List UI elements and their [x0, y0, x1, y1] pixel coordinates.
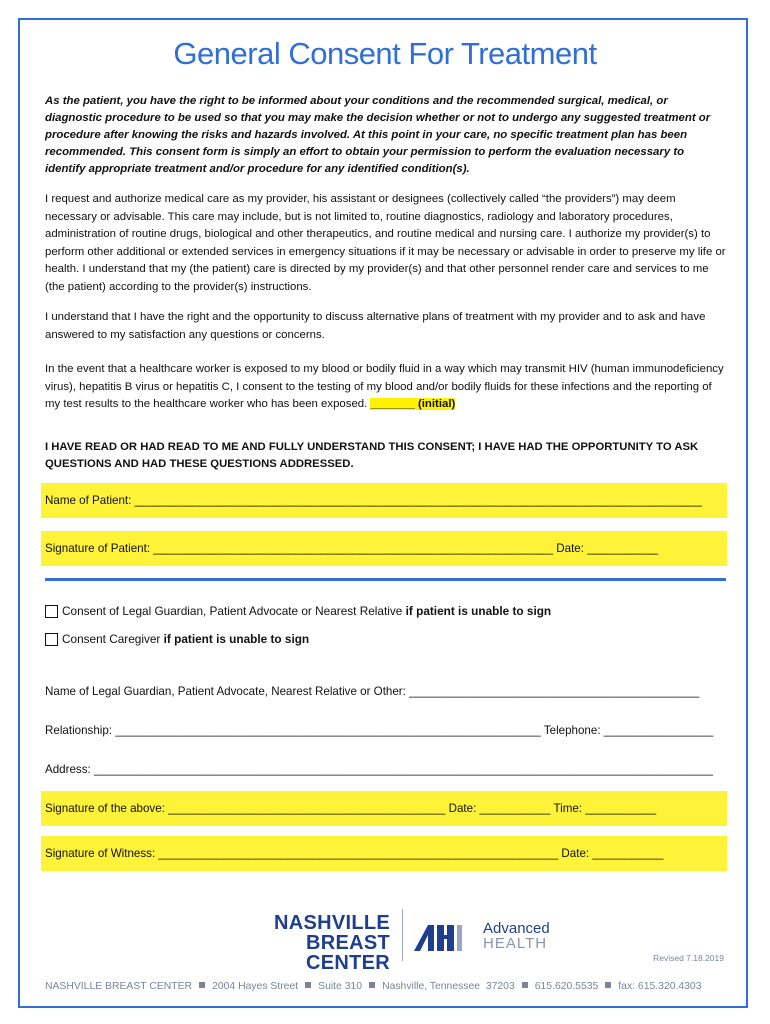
- revision-date: Revised 7.18.2019: [653, 953, 724, 963]
- health-text: HEALTH: [483, 935, 548, 952]
- caregiver-consent-label: Consent Caregiver: [62, 632, 164, 646]
- guardian-consent-checkbox[interactable]: [45, 605, 58, 618]
- nashville-breast-center-logo: [222, 913, 390, 973]
- footer-separator-icon: [305, 982, 311, 988]
- caregiver-consent-condition: if patient is unable to sign: [163, 632, 310, 646]
- footer-separator-icon: [369, 982, 375, 988]
- acknowledgement-statement: I HAVE READ OR HAD READ TO ME AND FULLY UNDERSTAND THIS CONSENT; I HAVE HAD THE OPPORTUNITY TO ASK QUESTIONS AND HAD THESE QUESTIONS ADDRESSED.: [45, 441, 699, 470]
- exposure-paragraph: [45, 361, 730, 414]
- exposure-text: In the event that a healthcare worker is exposed to my blood or bodily fluid in a way which may transmit HIV (human immunodeficiency virus), hepatitis B virus or hepatitis C, I consent to the testing of my blood and/or bodily fluids for these infections and the reporting of my test results to the healthcare worker who has been exposed.: [45, 363, 724, 411]
- footer-city: Nashville, Tennessee 37203: [382, 981, 515, 992]
- guardian-consent-checkbox-row[interactable]: [45, 604, 551, 618]
- caregiver-consent-checkbox-row[interactable]: [45, 632, 309, 646]
- footer-org: NASHVILLE BREAST CENTER: [45, 981, 193, 992]
- caregiver-consent-checkbox[interactable]: [45, 633, 58, 646]
- footer-phone: 615.620.5535: [534, 981, 599, 992]
- footer-separator-icon: [522, 982, 528, 988]
- relationship-telephone-field[interactable]: Relationship: __________________________________________________________________ Telephone: _________________: [45, 724, 714, 737]
- authorization-paragraph: I request and authorize medical care as my provider, his assistant or designees (collectively called “the providers”) may deem necessary or advisable. This care may include, but is not limited to, routine diagnostics, radiology and laboratory procedures, administration of routine drugs, biological and other therapeutics, and routine medical and nursing care. I authorize my provider(s) to perform other additional or extended services in emergency situations if it may be necessary or advisable in order to preserve my life or health. I understand that my (the patient) care is directed by my provider(s) and that other personnel render care and services to me (the patient) according to the provider(s) instructions.: [45, 193, 726, 293]
- logo-line-1: NASHVILLE: [273, 912, 390, 934]
- guardian-consent-condition: if patient is unable to sign: [405, 604, 552, 618]
- guardian-consent-label: Consent of Legal Guardian, Patient Advocate or Nearest Relative: [62, 604, 406, 618]
- advanced-health-wordmark: [483, 921, 550, 951]
- advanced-health-logo-icon: [414, 921, 474, 951]
- logo-divider: [402, 909, 403, 961]
- footer-fax: fax: 615.320.4303: [618, 981, 702, 992]
- logo-line-2: BREAST CENTER: [305, 932, 390, 974]
- advanced-text: Advanced: [483, 920, 550, 937]
- footer-separator-icon: [605, 982, 611, 988]
- footer-street: 2004 Hayes Street: [212, 981, 299, 992]
- section-divider: [45, 578, 726, 581]
- guardian-name-field[interactable]: Name of Legal Guardian, Patient Advocate, Nearest Relative or Other: _____________________________________________: [45, 685, 700, 698]
- patient-signature-field[interactable]: Signature of Patient: ______________________________________________________________ Date: ___________: [41, 531, 727, 566]
- intro-paragraph: As the patient, you have the right to be informed about your conditions and the recommended surgical, medical, or diagnostic procedure to be used so that you may make the decision whether or not to undergo any suggested treatment or procedure after knowing the risks and hazards involved. At this point in your care, no specific treatment plan has been recommended. This consent form is simply an effort to obtain your permission to perform the evaluation necessary to identify appropriate treatment and/or procedure for any identified condition(s).: [45, 95, 711, 175]
- alternatives-paragraph: I understand that I have the right and the opportunity to discuss alternative plans of treatment with my provider and to ask and have answered to my satisfaction any questions or concerns.: [45, 311, 706, 341]
- footer-address: [45, 981, 727, 992]
- footer-separator-icon: [199, 982, 205, 988]
- address-field[interactable]: Address: ________________________________________________________________________________________________: [45, 763, 713, 776]
- patient-name-field[interactable]: Name of Patient: ________________________________________________________________________________________: [41, 483, 727, 518]
- witness-signature-field[interactable]: Signature of Witness: ______________________________________________________________ Date: ___________: [41, 836, 727, 871]
- footer-suite: Suite 310: [318, 981, 363, 992]
- page-title: General Consent For Treatment: [173, 36, 597, 71]
- signature-above-field[interactable]: Signature of the above: ___________________________________________ Date: ___________ Time: ___________: [41, 791, 727, 826]
- initial-field[interactable]: _______ (initial): [370, 398, 456, 411]
